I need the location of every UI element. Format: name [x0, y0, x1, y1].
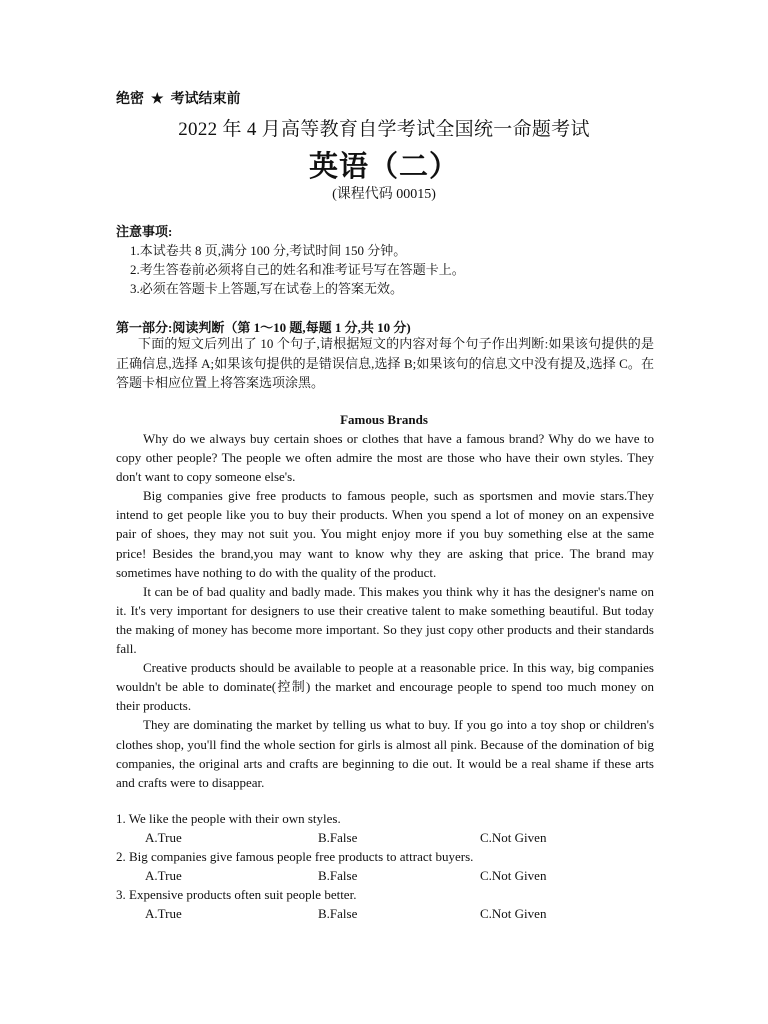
option-c: C.Not Given	[480, 906, 547, 921]
secret-note: 考试结束前	[170, 92, 241, 107]
option-c: C.Not Given	[480, 868, 547, 883]
confidential-mark	[116, 88, 241, 108]
passage-paragraph: Why do we always buy certain shoes or clothes that have a famous brand? Why do we have to copy other people? The people we often admire the most are those who have their own styles. They don't want to copy someone else's.	[116, 431, 654, 485]
question-text: 2. Big companies give famous people free products to attract buyers.	[116, 849, 474, 864]
notice-item: 2.考生答卷前必须将自己的姓名和准考证号写在答题卡上。	[130, 262, 465, 277]
passage-paragraph: Creative products should be available to people at a reasonable price. In this way, big companies wouldn't be able to dominate(控制) the market and encourage people to spend too much money on their products.	[116, 660, 654, 714]
passage-paragraph: Big companies give free products to famous people, such as sportsmen and movie stars.They intend to get people like you to buy their products. When you spend a lot of money on an expensive pair of shoes, they may not suit you. You might enjoy more if you buy something else at the same price! Besides the brand,you may want to know why they are asking that price. The brand may sometimes have nothing to do with the quality of the product.	[116, 488, 654, 580]
star-icon: ★	[151, 92, 164, 107]
passage-title: Famous Brands	[340, 412, 428, 427]
notice-item: 3.必须在答题卡上答题,写在试卷上的答案无效。	[130, 281, 404, 296]
option-a: A.True	[145, 906, 182, 921]
subject-title: 英语（二）	[308, 151, 459, 183]
exam-title: 2022 年 4 月高等教育自学考试全国统一命题考试	[178, 119, 590, 140]
secret-label: 绝密	[116, 92, 144, 107]
course-code: (课程代码 00015)	[332, 187, 436, 202]
option-c: C.Not Given	[480, 830, 547, 845]
option-a: A.True	[145, 868, 182, 883]
question-text: 3. Expensive products often suit people better.	[116, 887, 357, 902]
part-heading: 第一部分:阅读判断（第 1～10 题,每题 1 分,共 10 分)	[116, 320, 411, 335]
question-text: 1. We like the people with their own styles.	[116, 811, 341, 826]
option-b: B.False	[318, 906, 358, 921]
passage-paragraph: They are dominating the market by telling us what to buy. If you go into a toy shop or children's clothes shop, you'll find the whole section for girls is almost all pink. Because of the domination of big companies, the original arts and crafts are beginning to die out. It would be a real shame if these arts and crafts were to disappear.	[116, 717, 654, 790]
notice-item: 1.本试卷共 8 页,满分 100 分,考试时间 150 分钟。	[130, 243, 407, 258]
option-b: B.False	[318, 830, 358, 845]
passage-paragraph: It can be of bad quality and badly made. This makes you think why it has the designer's name on it. It's very important for designers to use their creative talent to make something beautiful. But today the making of money has become more important. So they just copy other products and their standards fall.	[116, 583, 654, 657]
option-a: A.True	[145, 830, 182, 845]
part-instructions: 下面的短文后列出了 10 个句子,请根据短文的内容对每个句子作出判断:如果该句提供的是正确信息,选择 A;如果该句提供的是错误信息,选择 B;如果该句的信息文中没有提及,选择 C。在答题卡相应位置上将答案选项涂黑。	[116, 336, 654, 390]
option-b: B.False	[318, 868, 358, 883]
passage-body	[116, 429, 654, 792]
notice-heading: 注意事项:	[116, 224, 173, 239]
